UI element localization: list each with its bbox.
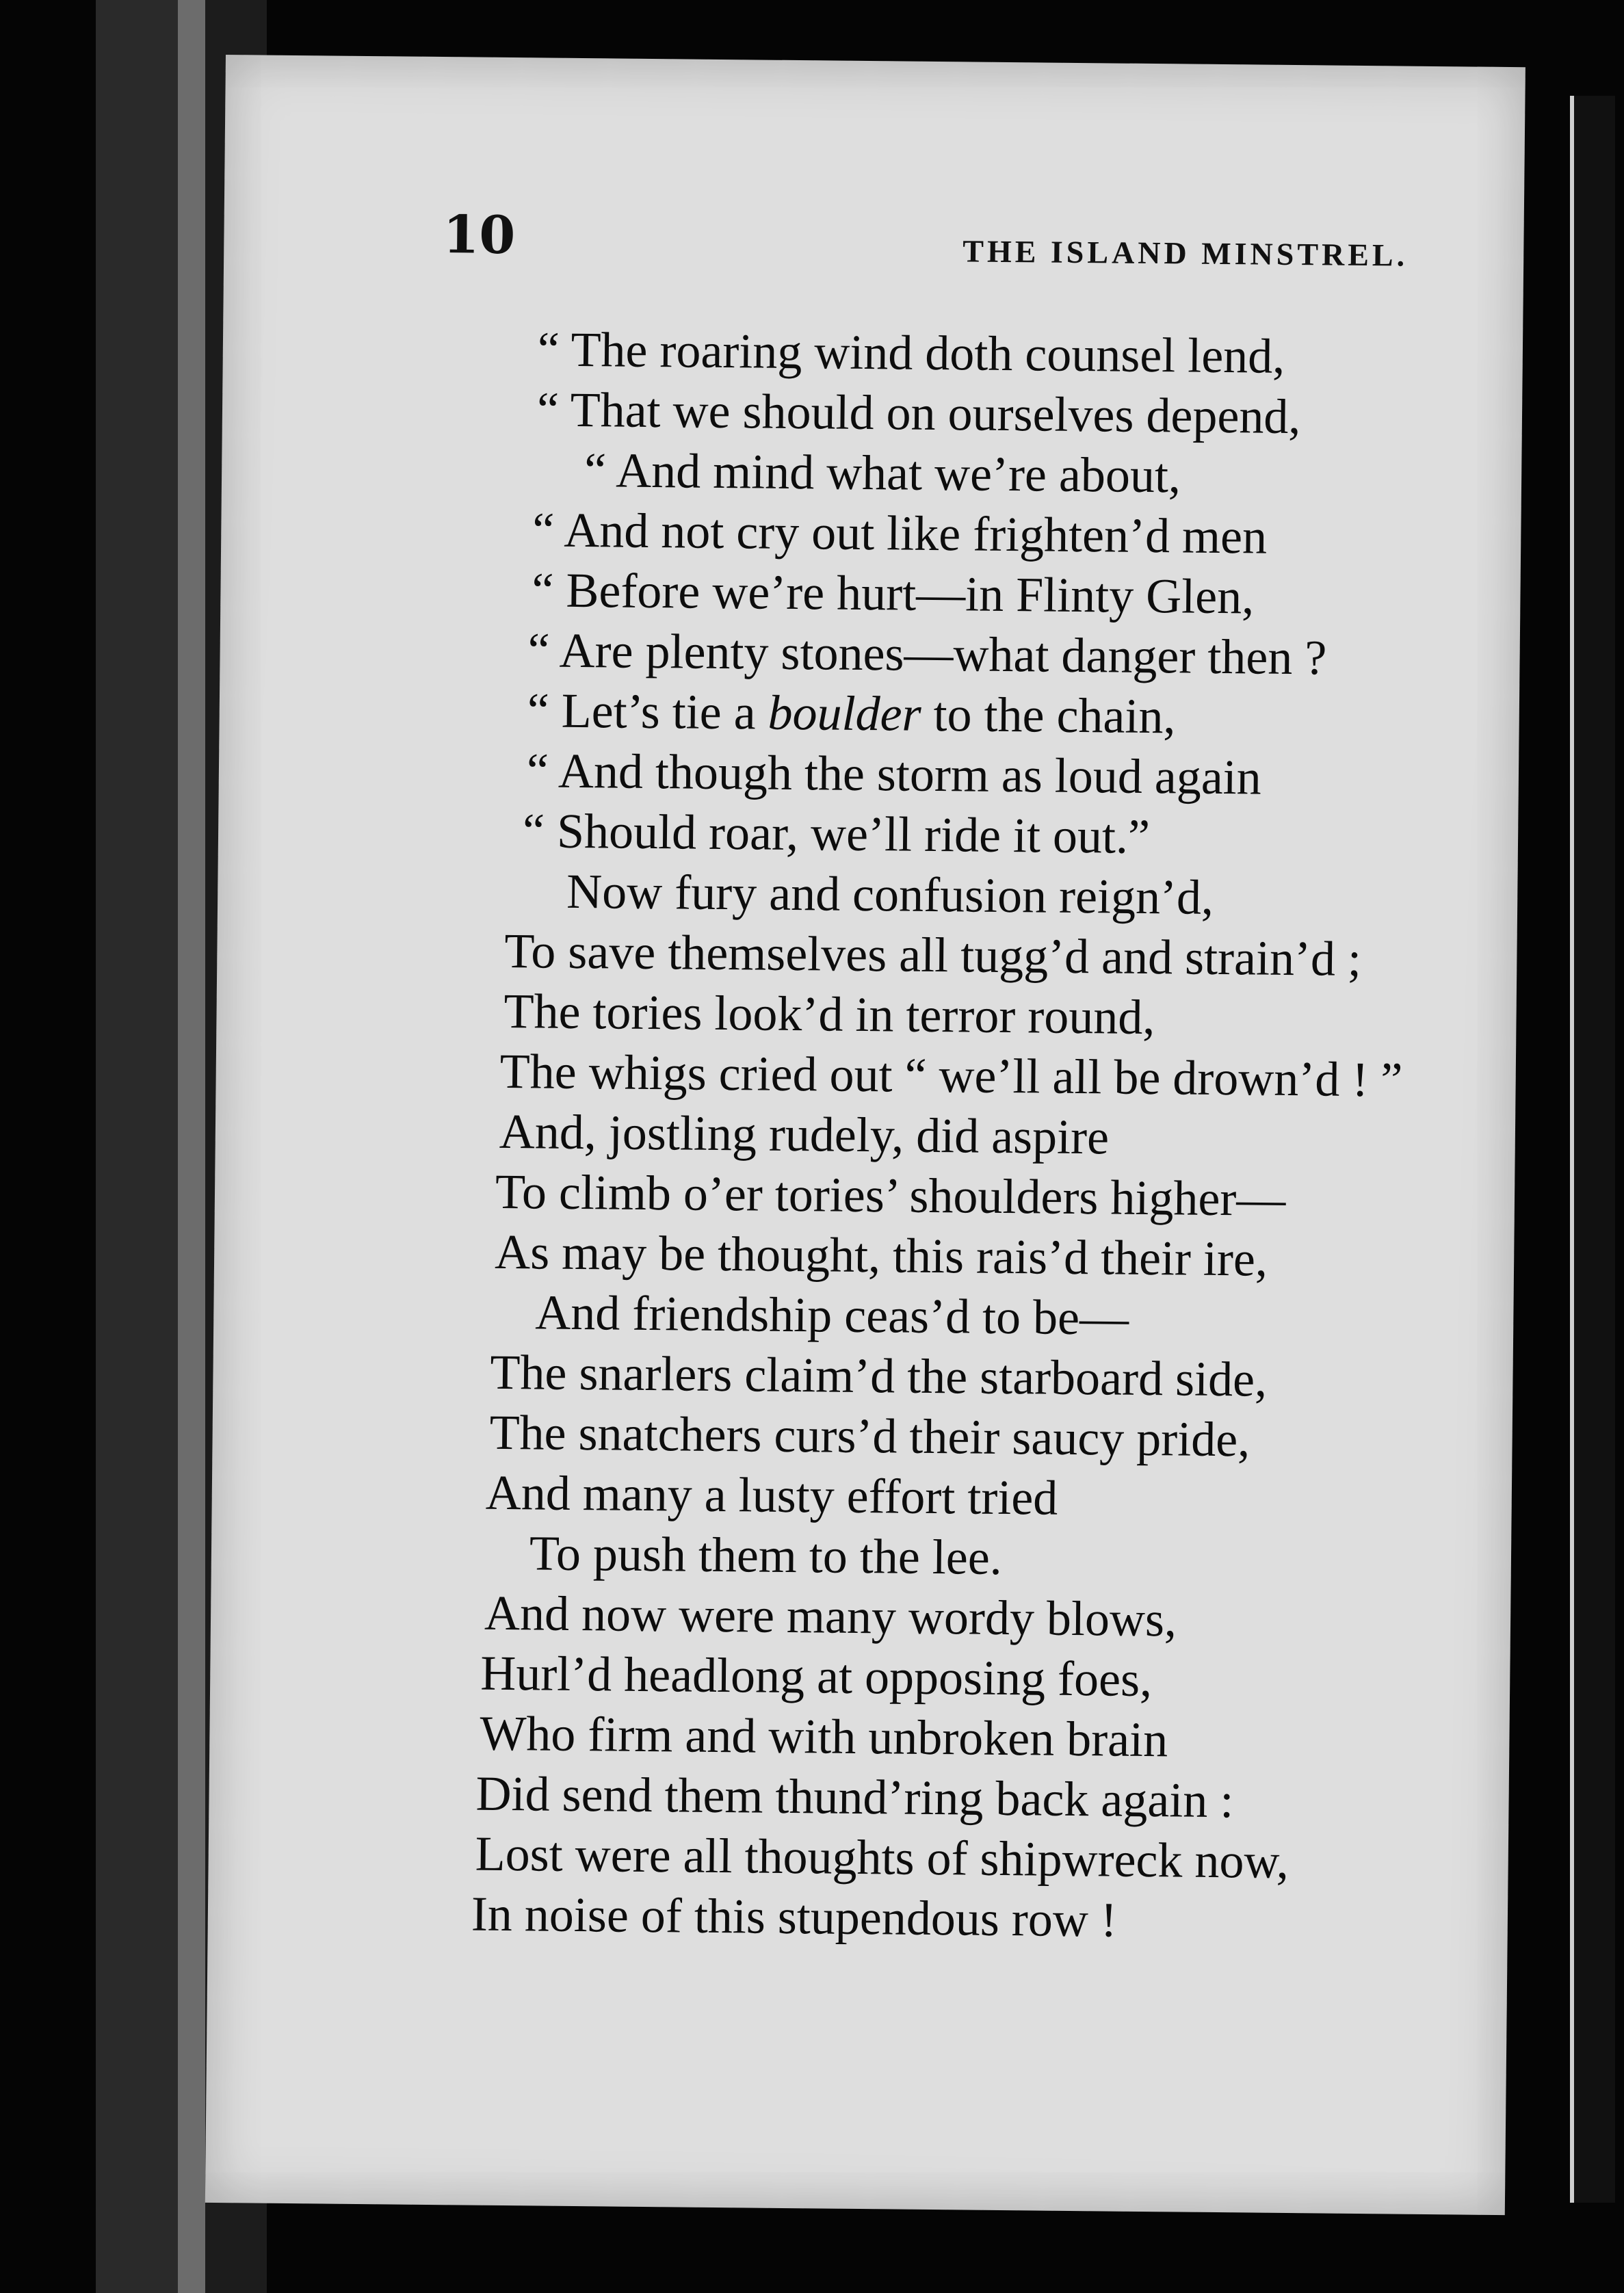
poem-line: “ And though the storm as loud again (526, 743, 1262, 805)
poem-line: And now were many wordy blows, (484, 1585, 1177, 1647)
poem-line: “ And mind what we’re about, (584, 443, 1181, 503)
poem-line: “ Let’s tie a boulder to the chain, (527, 683, 1176, 744)
poem-line: To save themselves all tugg’d and strain’d ; (504, 923, 1362, 986)
poem-line: The tories look’d in terror round, (503, 983, 1155, 1045)
book-page (205, 55, 1525, 2215)
poem-line: Hurl’d headlong at opposing foes, (480, 1645, 1153, 1707)
poem-line: As may be thought, this rais’d their ire, (494, 1224, 1268, 1287)
poem-line: And friendship ceas’d to be— (534, 1285, 1129, 1346)
poem-line: Did send them thund’ring back again : (475, 1766, 1234, 1829)
facing-page-edge (1570, 96, 1615, 2203)
poem-line: “ Before we’re hurt—in Flinty Glen, (532, 562, 1255, 625)
poem-line: “ Are plenty stones—what danger then ? (527, 623, 1327, 685)
poem-line: To push them to the lee. (529, 1525, 1003, 1585)
page-number: 10 (443, 204, 516, 266)
poem-line: To climb o’er tories’ shoulders higher— (495, 1164, 1286, 1227)
poem-line: “ That we should on ourselves depend, (536, 382, 1301, 445)
poem-line: “ And not cry out like frighten’d men (532, 502, 1268, 564)
poem-line: And many a lusty effort tried (485, 1465, 1058, 1525)
book-spine-edge (178, 0, 205, 2293)
poem-line: Now fury and confusion reign’d, (566, 863, 1214, 925)
book-spine-shadow (96, 0, 178, 2293)
poem-line: “ Should roar, we’ll ride it out.” (522, 803, 1151, 865)
poem-line: The whigs cried out “ we’ll all be drown’d ! ” (499, 1043, 1403, 1108)
poem-line: In noise of this stupendous row ! (471, 1886, 1118, 1948)
poem-line: Lost were all thoughts of shipwreck now, (475, 1826, 1289, 1889)
poem-line: And, jostling rudely, did aspire (499, 1103, 1110, 1165)
poem-line: Who firm and with unbroken brain (480, 1705, 1168, 1768)
poem-line: “ The roaring wind doth counsel lend, (537, 322, 1285, 384)
poem-line: The snarlers claim’d the starboard side, (490, 1344, 1268, 1407)
running-head: THE ISLAND MINSTREL. (962, 233, 1409, 273)
poem-line: The snatchers curs’d their saucy pride, (489, 1404, 1250, 1467)
